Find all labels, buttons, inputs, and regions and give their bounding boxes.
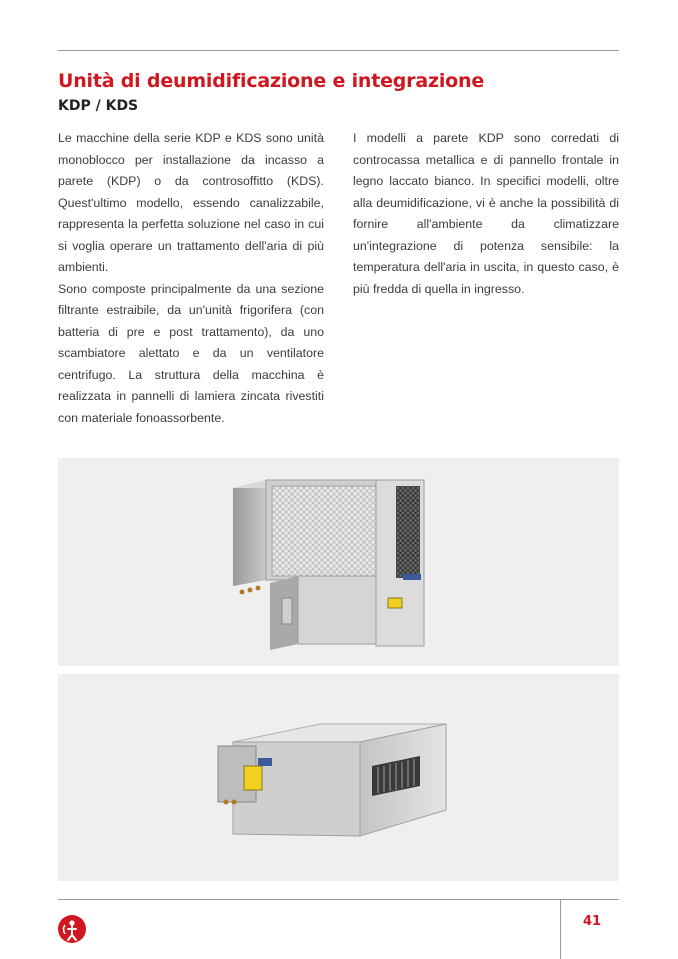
footer-vertical-divider [560,899,561,959]
product-photo-kdp [58,458,619,666]
bottom-divider [58,899,619,900]
product-photo-kds [58,674,619,881]
top-divider [58,50,619,51]
paragraph: Le macchine della serie KDP e KDS sono unità monoblocco per installazione da incasso a parete (KDP) o da controsoffitto (KDS). Quest'ultimo modello, essendo canalizzabile, rappresenta la perfetta soluzione nel caso in cui si voglia operare un trattamento dell'aria di più ambienti. [58,131,324,274]
brand-logo-icon [58,915,86,943]
text-column-right [353,128,619,300]
page-number: 41 [582,914,602,929]
paragraph: I modelli a parete KDP sono corredati di controcassa metallica e di pannello frontale in legno laccato bianco. In specifici modelli, oltre alla deumidificazione, vi è anche la possibilità di fornire all'ambiente da climatizzare un'integrazione di potenza sensibile: la temperatura dell'aria in uscita, in questo caso, è più fredda di quella in ingresso. [353,131,619,296]
paragraph: Sono composte principalmente da una sezione filtrante estraibile, da un'unità frigorifera (con batteria di pre e post trattamento), da uno scambiatore alettato e da un ventilatore centrifugo. La struttura della macchina è realizzata in pannelli di lamiera zincata rivestiti con materiale fonoassorbente. [58,281,324,425]
kdp-unit-illustration [58,458,619,666]
page-subtitle: KDP / KDS [58,98,139,114]
page-title: Unità di deumidificazione e integrazione [58,70,485,92]
kds-unit-illustration [58,674,619,881]
text-column-left [58,128,324,429]
